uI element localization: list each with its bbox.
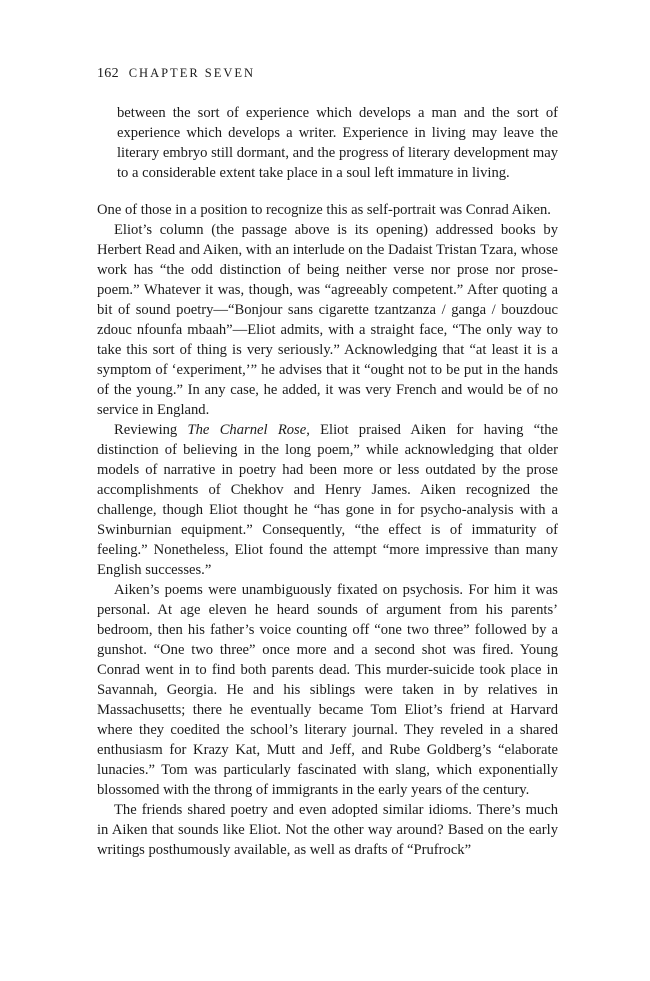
paragraph-3 xyxy=(97,420,558,580)
paragraph-3-lead: Reviewing xyxy=(114,422,188,438)
page-number: 162 xyxy=(97,66,119,81)
paragraph-1: One of those in a position to recognize this as self-portrait was Conrad Aiken. xyxy=(97,202,551,218)
paragraph-5: The friends shared poetry and even adopted similar idioms. There’s much in Aiken that sounds like Eliot. Not the other way around? Based on the early writings posthumously available, as well as drafts of “Prufrock” xyxy=(97,802,558,858)
chapter-label: CHAPTER SEVEN xyxy=(128,66,256,80)
body-text xyxy=(97,200,558,860)
block-quote xyxy=(117,103,558,183)
running-head xyxy=(97,66,255,82)
paragraph-3-text: , Eliot praised Aiken for having “the distinction of believing in the long poem,” while acknowledging that older models of narrative in poetry had been more or less outdated by the prose accomplishments of Chekhov and Henry James. Aiken recognized the challenge, though Eliot thought he “has gone in for psycho-analysis with a Swinburnian equipment.” Consequently, “the effect is of immaturity of feeling.” Nonetheless, Eliot found the attempt “more impressive than many English successes.” xyxy=(97,422,558,578)
paragraph-2: Eliot’s column (the passage above is its opening) addressed books by Herbert Read and Aiken, with an interlude on the Dadaist Tristan Tzara, whose work has “the odd distinction of being neither verse nor prose nor prose-poem.” Whatever it was, though, was “agreeably competent.” After quoting a bit of sound poetry—“Bonjour sans cigarette tzantzanza / ganga / bouzdouc zdouc nfounfa mbaah”—Eliot admits, with a straight face, “The only way to take this sort of thing is very seriously.” Acknowledging that “at least it is a symptom of ‘experiment,’” he advises that it “ought not to be put in the hands of the young.” In any case, he added, it was very French and would be of no service in England. xyxy=(97,222,558,418)
paragraph-4: Aiken’s poems were unambiguously fixated on psychosis. For him it was personal. At age eleven he heard sounds of argument from his parents’ bedroom, then his father’s voice counting off “one two three” followed by a gunshot. “One two three” once more and a second shot was fired. Young Conrad went in to find both parents dead. This murder-suicide took place in Savannah, Georgia. He and his siblings were taken in by relatives in Massachusetts; there he eventually became Tom Eliot’s friend at Harvard where they coedited the school’s literary journal. They reveled in a shared enthusiasm for Krazy Kat, Mutt and Jeff, and Rube Goldberg’s “elaborate lunacies.” Tom was particularly fascinated with slang, which exponentially blossomed with the throng of immigrants in the early years of the century. xyxy=(97,582,558,798)
block-quote-text: between the sort of experience which develops a man and the sort of experience which develops a writer. Experience in living may leave the literary embryo still dormant, and the progress of literary development may to a considerable extent take place in a soul left immature in living. xyxy=(117,105,558,181)
book-title: The Charnel Rose xyxy=(187,422,307,438)
